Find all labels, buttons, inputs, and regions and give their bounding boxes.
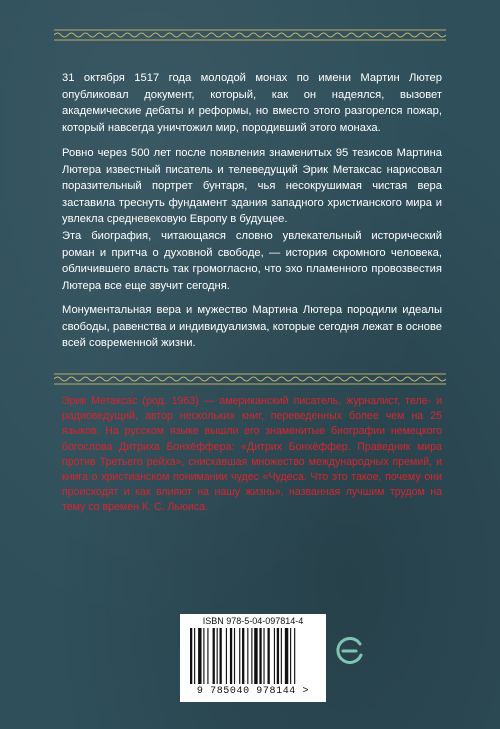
barcode-bar: [294, 628, 295, 684]
barcode-bar: [277, 628, 279, 684]
ornament-wave: [54, 33, 446, 37]
ornament-wave: [54, 377, 446, 381]
barcode-bar: [234, 628, 235, 684]
barcode-bar: [274, 628, 275, 684]
barcode-bar: [239, 628, 240, 684]
top-ornament-border: [54, 28, 446, 42]
barcode-digits: 9 785040 978144 >: [196, 686, 310, 697]
eksmo-e-logo-icon: [334, 636, 364, 666]
barcode-bar: [213, 628, 215, 684]
author-bio: Эрик Метаксас (род. 1963) — американский писатель, журналист, теле- и радиоведущий, автор нескольких книг, переведенных более чем на 25 языков. На русском языке вышли его знаменитые биографии немецкого богослова Дитриха Бонхёффера: «Дитрих Бонхёффер. Праведник мира против Третьего рейха», снискавшая множество международных премий, и книга о христианском понимании чудес «Чудеса. Что это такое, почему они происходят и как влияют на нашу жизнь», названная лучшим трудом на тему со времен К. С. Льюиса.: [62, 395, 442, 514]
barcode-bar: [220, 628, 222, 684]
barcode-bar: [226, 628, 227, 684]
barcode-bar: [268, 628, 270, 684]
barcode-bar: [290, 628, 291, 684]
barcode-bar: [194, 628, 195, 684]
barcode-bar: [217, 628, 218, 684]
barcode-bar: [254, 628, 257, 684]
barcode-box: [180, 614, 326, 702]
middle-ornament-border: [54, 372, 446, 386]
barcode-bar: [263, 628, 264, 684]
barcode-bar: [251, 628, 252, 684]
annotation-paragraph-1: 31 октября 1517 года молодой монах по имени Мартин Лютер опубликовал документ, который, как он надеялся, вызовет академические дебаты и реформы, но вместо этого разгорелся пожар, который навсегда уничтожил мир, породивший этого монаха.: [62, 72, 442, 134]
annotation-paragraph-4: Монументальная вера и мужество Мартина Лютера породили идеалы свободы, равенства и индивидуализма, которые сегодня лежат в основе всей современной жизни.: [62, 304, 442, 350]
barcode-bar: [285, 628, 288, 684]
barcode-bar: [230, 628, 232, 684]
barcode-bar: [242, 628, 244, 684]
barcode-bar: [247, 628, 248, 684]
barcode-bar: [259, 628, 261, 684]
barcode-bar: [198, 628, 201, 684]
barcode-bars: [188, 628, 318, 686]
isbn-label: ISBN 978-5-04-097814-4: [202, 616, 304, 626]
annotation-paragraph-3: Эта биография, читающаяся словно увлекательный исторический роман и притча о духовной свободе, — история скромного человека, обличившего власть так громогласно, что эхо пламенного провозвестия Лютера все еще звучит сегодня.: [62, 230, 442, 292]
barcode-bar: [190, 628, 192, 684]
barcode-bar: [203, 628, 204, 684]
barcode-bar: [207, 628, 208, 684]
annotation-paragraph-2: Ровно через 500 лет после появления знаменитых 95 тезисов Мартина Лютера известный писатель и телеведущий Эрик Метаксас нарисовал поразительный портрет бунтаря, чья несокрушимая чистая вера заставила треснуть фундамент здания западного христианского мира и увлекла средневековую Европу в будущее.: [62, 147, 442, 226]
barcode-bar: [281, 628, 282, 684]
